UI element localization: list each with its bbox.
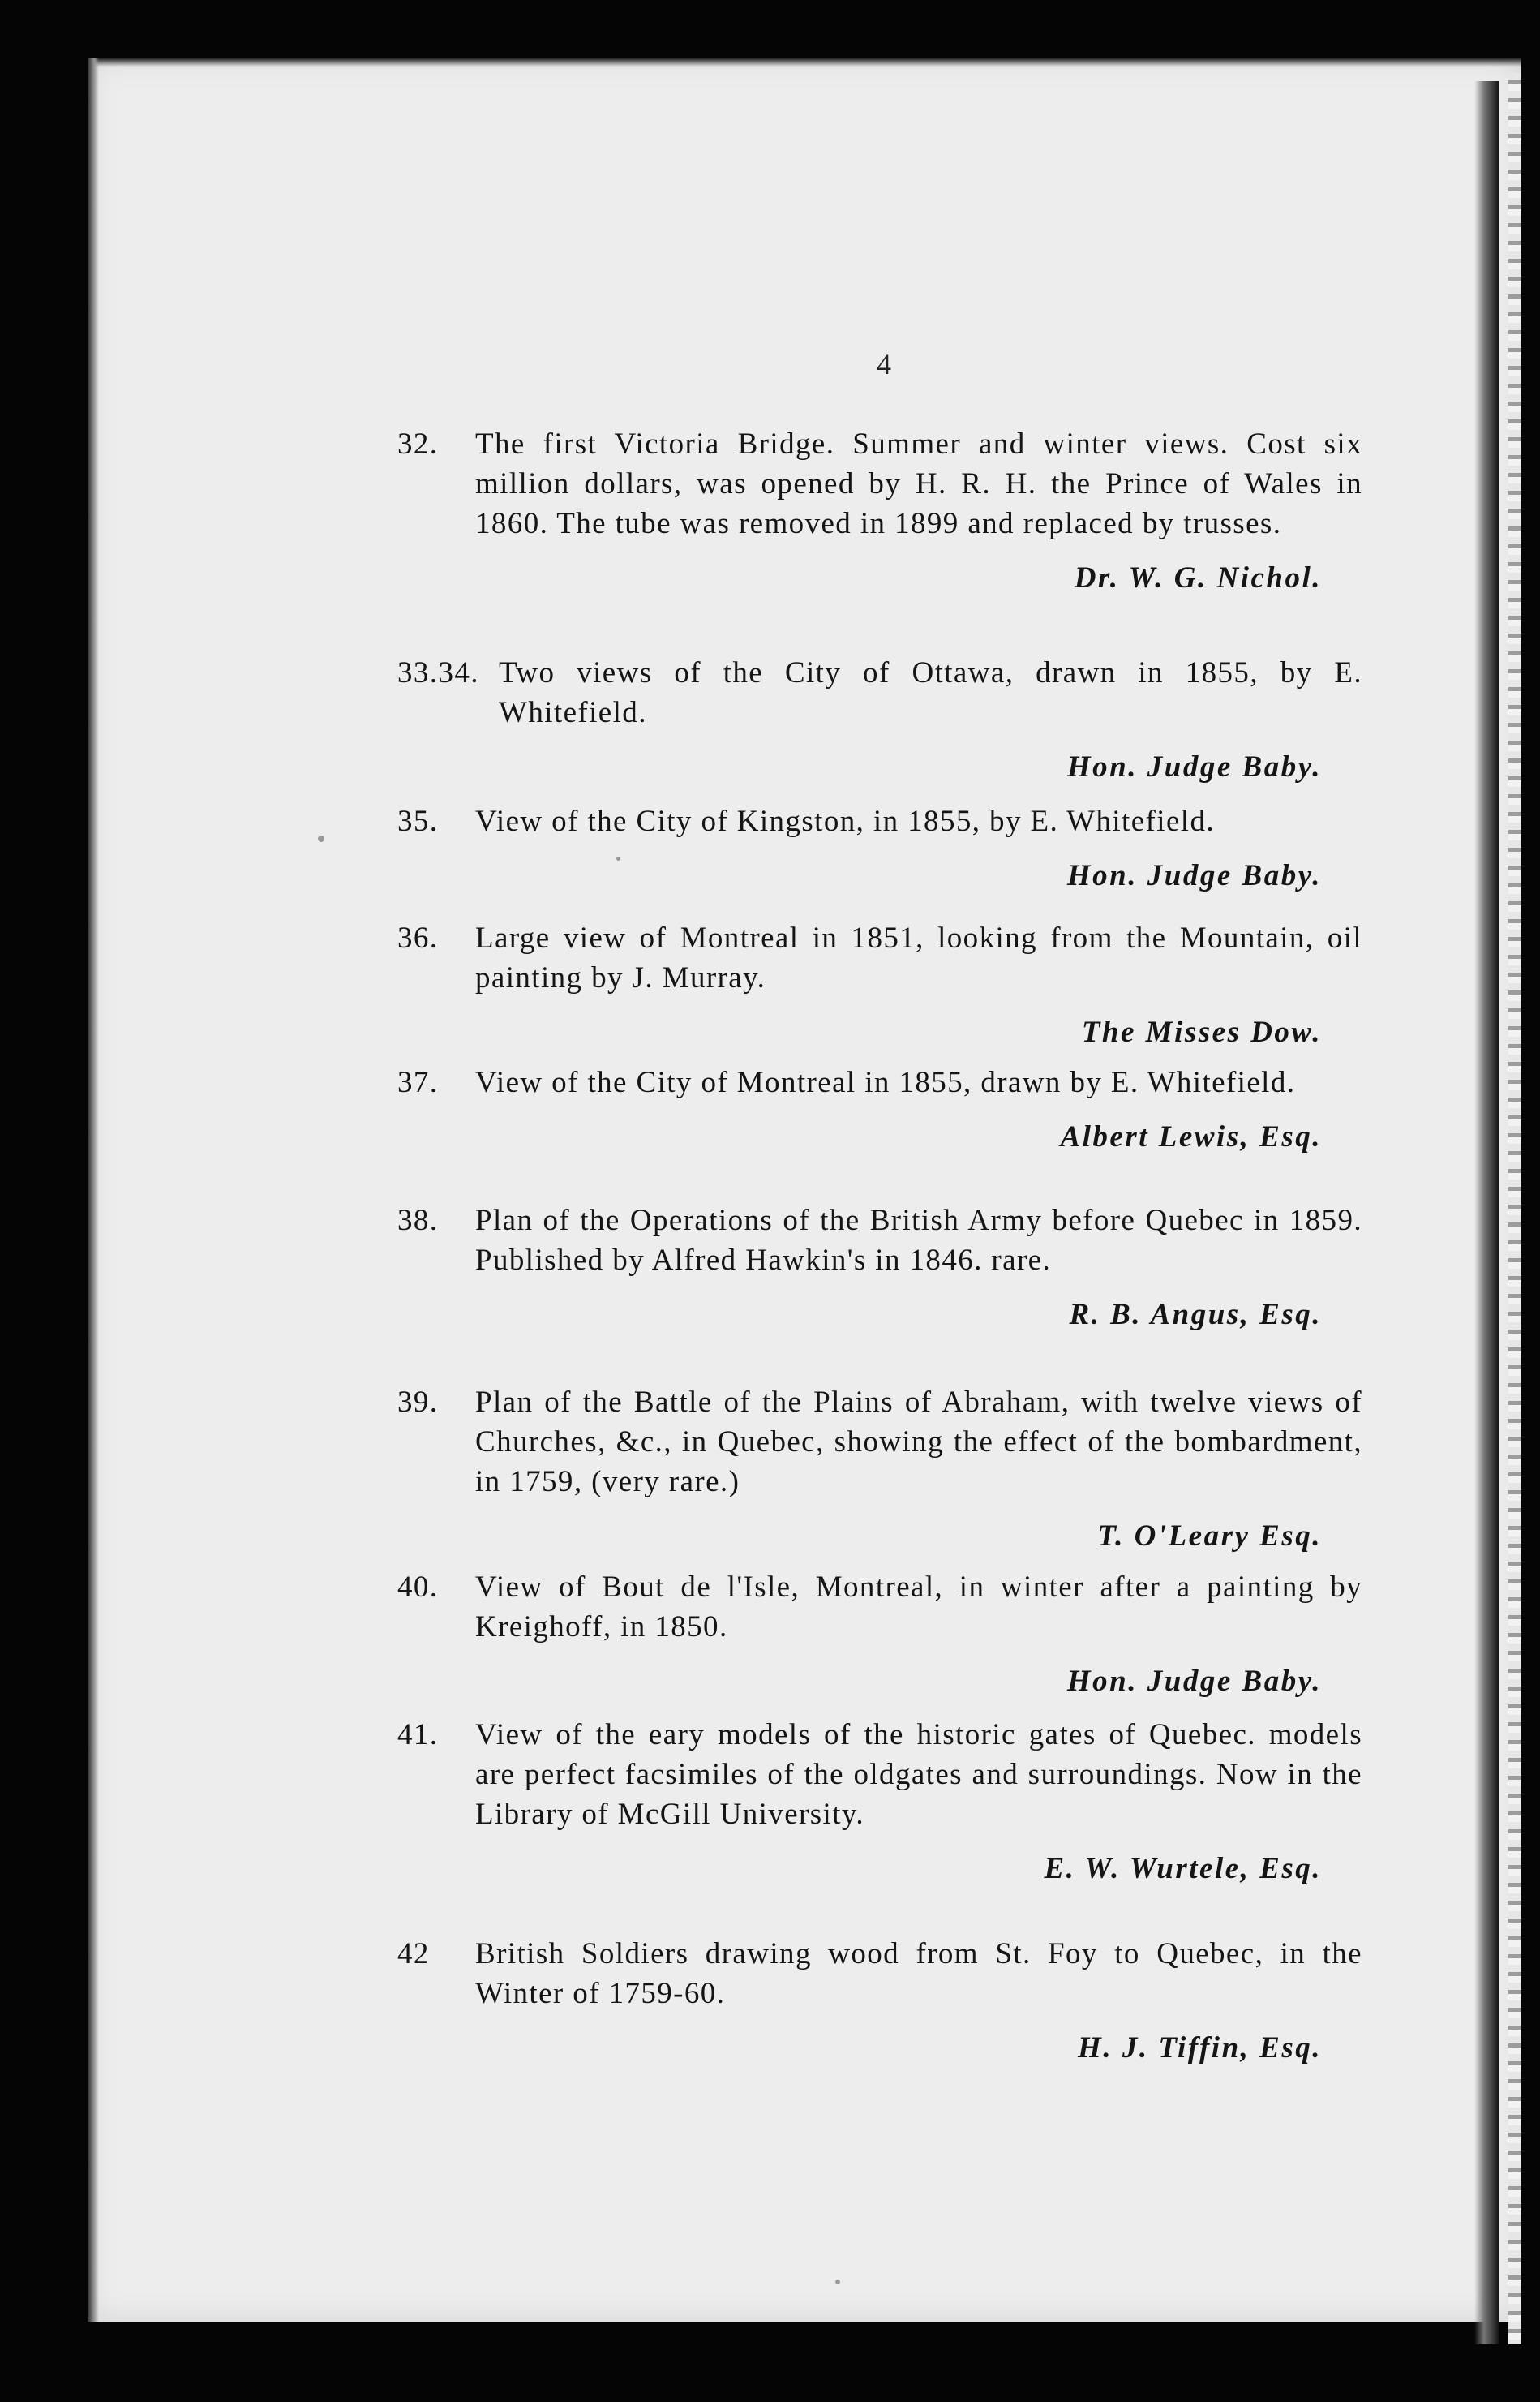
catalogue-entry-33-34 bbox=[397, 653, 1362, 787]
entry-lender: The Misses Dow. bbox=[1081, 1016, 1322, 1049]
catalogue-entry-36 bbox=[397, 918, 1362, 1052]
entry-lender: Hon. Judge Baby. bbox=[1066, 750, 1322, 784]
entry-number: 38. bbox=[397, 1204, 439, 1237]
entry-description: Large view of Montreal in 1851, looking from the Mountain, oil painting by J. Murray. bbox=[475, 922, 1362, 995]
entry-number: 35. bbox=[397, 805, 439, 838]
catalogue-entry-42 bbox=[397, 1934, 1362, 2068]
entry-description: View of Bout de l'Isle, Montreal, in winter after a painting by Kreighoff, in 1850. bbox=[475, 1571, 1362, 1644]
entry-number: 41. bbox=[397, 1718, 439, 1751]
catalogue-entry-38 bbox=[397, 1201, 1362, 1334]
entry-lender: E. W. Wurtele, Esq. bbox=[1044, 1852, 1322, 1885]
catalogue-entry-37 bbox=[397, 1063, 1362, 1157]
book-spine-edge bbox=[1508, 73, 1521, 2344]
catalogue-entry-41 bbox=[397, 1715, 1362, 1889]
scan-speck bbox=[835, 2280, 840, 2284]
entry-description: View of the City of Kingston, in 1855, by E. Whitefield. bbox=[475, 805, 1216, 838]
entry-description: British Soldiers drawing wood from St. Foy to Quebec, in the Winter of 1759-60. bbox=[475, 1937, 1362, 2010]
entry-lender: H. J. Tiffin, Esq. bbox=[1078, 2031, 1322, 2065]
page-right-shadow bbox=[1474, 81, 1499, 2344]
catalogue-entry-32 bbox=[397, 424, 1362, 598]
entry-description: The first Victoria Bridge. Summer and winter views. Cost six million dollars, was opened by H. R. H. the Prince of Wales in 1860. The tube was removed in 1899 and replaced by trusses. bbox=[475, 428, 1362, 540]
entry-description: Plan of the Battle of the Plains of Abraham, with twelve views of Churches, &c., in Quebec, showing the effect of the bombardment, in 1759, (very rare.) bbox=[475, 1386, 1362, 1498]
entry-description: View of the City of Montreal in 1855, drawn by E. Whitefield. bbox=[475, 1066, 1296, 1099]
entry-number: 33.34. bbox=[397, 656, 479, 690]
catalogue-entry-39 bbox=[397, 1382, 1362, 1556]
entry-lender: Albert Lewis, Esq. bbox=[1060, 1120, 1322, 1154]
entry-lender: Dr. W. G. Nichol. bbox=[1074, 561, 1322, 595]
entry-description: View of the eary models of the historic gates of Quebec. models are perfect facsimiles of the oldgates and surroundings. Now in the Library of McGill University. bbox=[475, 1718, 1362, 1831]
entry-number: 39. bbox=[397, 1386, 439, 1419]
entry-lender: R. B. Angus, Esq. bbox=[1069, 1298, 1322, 1331]
page-left-edge bbox=[88, 58, 99, 2322]
entry-lender: Hon. Judge Baby. bbox=[1066, 1665, 1322, 1698]
entry-lender: T. O'Leary Esq. bbox=[1097, 1519, 1322, 1553]
entry-number: 40. bbox=[397, 1571, 439, 1604]
entry-description: Plan of the Operations of the British Army before Quebec in 1859. Published by Alfred Hawkin's in 1846. rare. bbox=[475, 1204, 1362, 1277]
entry-number: 36. bbox=[397, 922, 439, 955]
entry-lender: Hon. Judge Baby. bbox=[1066, 859, 1322, 892]
entry-description: Two views of the City of Ottawa, drawn in 1855, by E. Whitefield. bbox=[499, 656, 1362, 729]
entry-number: 42 bbox=[397, 1937, 430, 1970]
catalogue-entry-35 bbox=[397, 801, 1362, 896]
scan-speck bbox=[318, 836, 324, 842]
page-number: 4 bbox=[877, 348, 891, 380]
page-top-edge bbox=[88, 58, 1521, 67]
entry-number: 37. bbox=[397, 1066, 439, 1099]
entry-number: 32. bbox=[397, 428, 439, 461]
catalogue-entry-40 bbox=[397, 1567, 1362, 1701]
